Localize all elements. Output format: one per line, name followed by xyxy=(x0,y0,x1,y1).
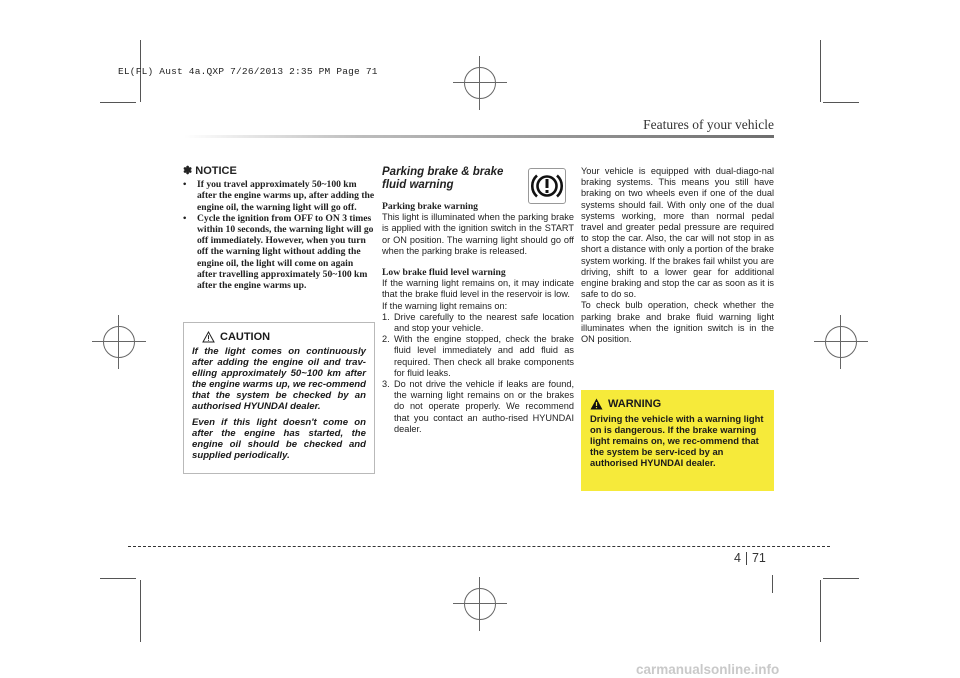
registration-mark-icon xyxy=(464,67,496,99)
step-number: 1. xyxy=(382,311,390,322)
crop-mark xyxy=(823,578,859,579)
header-rule xyxy=(184,135,774,138)
caution-paragraph: If the light comes on continuously after adding the engine oil and trav-elling approximately 50~100 km after the engine warms up, we rec-ommend that the system be checked by an authorised HYUNDAI dealer. xyxy=(192,346,366,412)
warning-heading xyxy=(590,398,766,410)
parking-brake-section xyxy=(382,166,574,435)
brake-warning-icon xyxy=(528,168,566,204)
crop-mark xyxy=(772,575,773,593)
subheading-parking: Parking brake warning xyxy=(382,201,478,212)
dual-braking-paragraph: Your vehicle is equipped with dual-diago-nal braking systems. This means you still have braking on two wheels even if one of the dual systems should fail. With only one of the dual systems working, more than normal pedal travel and greater pedal pressure are required to stop the car. Also, the car will not stop in as short a distance with only a portion of the brake system working. If the brakes fail whilst you are driving, shift to a lower gear for additional engine braking and stop the car as soon as it is safe to do so. xyxy=(581,166,774,300)
dual-braking-section xyxy=(581,166,774,345)
page-number xyxy=(734,551,766,565)
bulb-check-paragraph: To check bulb operation, check whether the parking brake and brake fluid warning light illuminates when the ignition switch is in the ON position. xyxy=(581,300,774,345)
subheading-fluid: Low brake fluid level warning xyxy=(382,267,506,279)
watermark: carmanualsonline.info xyxy=(636,662,780,677)
crop-mark xyxy=(823,102,859,103)
notice-bullet-text: Cycle the ignition from OFF to ON 3 times within 10 seconds, the warning light will go off immediately. However, when you turn off the warning light without adding the engine oil, the light will come on again after travelling approximately 50~100 km after the engine warms up. xyxy=(197,212,374,292)
step-text: With the engine stopped, check the brake fluid level immediately and add fluid as required. Then check all brake components for fluid leaks. xyxy=(394,334,574,378)
page-number-separator xyxy=(746,552,747,565)
fluid-paragraph: If the warning light remains on, it may indicate that the brake fluid level in the reservoir is low. xyxy=(382,278,574,300)
crop-mark xyxy=(100,578,136,579)
brake-warning-icon-graphic xyxy=(529,169,565,203)
notice-bullet-text: If you travel approximately 50~100 km after the engine warms up, after adding the engine oil, the warning light will go off. xyxy=(197,179,375,213)
notice-bullet xyxy=(183,213,375,291)
caution-box xyxy=(183,322,375,474)
caution-paragraph: Even if this light doesn't come on after the engine has started, the engine oil should be checked and supplied periodically. xyxy=(192,417,366,461)
caution-body xyxy=(192,346,366,461)
bullet-dot: • xyxy=(183,179,187,191)
step-text: Do not drive the vehicle if leaks are found, the warning light remains on or the brakes do not operate properly. We recommend that you contact an autho-rised HYUNDAI dealer. xyxy=(394,379,574,434)
section-title-line: fluid warning xyxy=(382,178,454,191)
page-header-title: Features of your vehicle xyxy=(643,117,774,132)
registration-mark-icon xyxy=(103,326,135,358)
notice-heading xyxy=(183,166,375,177)
page-number-value: 71 xyxy=(751,551,766,565)
section-title-line: Parking brake & brake xyxy=(382,166,504,178)
crop-mark xyxy=(820,580,821,642)
step-item xyxy=(382,334,574,379)
footer-rule xyxy=(128,546,830,547)
step-item xyxy=(382,312,574,334)
crop-mark xyxy=(140,580,141,642)
step-number: 3. xyxy=(382,379,390,390)
crop-mark xyxy=(100,102,136,103)
caution-heading xyxy=(202,331,366,343)
step-text: Drive carefully to the nearest safe location and stop your vehicle. xyxy=(394,311,574,334)
bullet-dot: • xyxy=(183,212,187,224)
notice-bullet xyxy=(183,179,375,213)
step-item xyxy=(382,379,574,435)
warning-body: Driving the vehicle with a warning light on is dangerous. If the brake warning light remains on, we rec-ommend that the system be serv-iced by an authorised HYUNDAI dealer. xyxy=(590,413,764,468)
crop-mark xyxy=(820,40,821,102)
notice-title: NOTICE xyxy=(195,165,237,177)
registration-mark-icon xyxy=(464,588,496,620)
notice-star-icon: ✽ xyxy=(183,165,193,177)
caution-title: CAUTION xyxy=(220,331,271,343)
warning-triangle-icon xyxy=(590,398,603,410)
notice-section xyxy=(183,166,375,291)
step-number: 2. xyxy=(382,334,390,345)
parking-paragraph: This light is illuminated when the parking brake is applied with the ignition switch in the START or ON position. The warning light should go off when the parking brake is released. xyxy=(382,212,574,256)
warning-box xyxy=(581,390,774,491)
chapter-number: 4 xyxy=(734,551,741,565)
print-slug: EL(FL) Aust 4a.QXP 7/26/2013 2:35 PM Page 71 xyxy=(118,66,378,77)
fluid-paragraph-intro: If the warning light remains on: xyxy=(382,300,508,311)
warning-title: WARNING xyxy=(608,398,662,410)
registration-mark-icon xyxy=(825,326,857,358)
caution-triangle-icon xyxy=(202,331,215,343)
